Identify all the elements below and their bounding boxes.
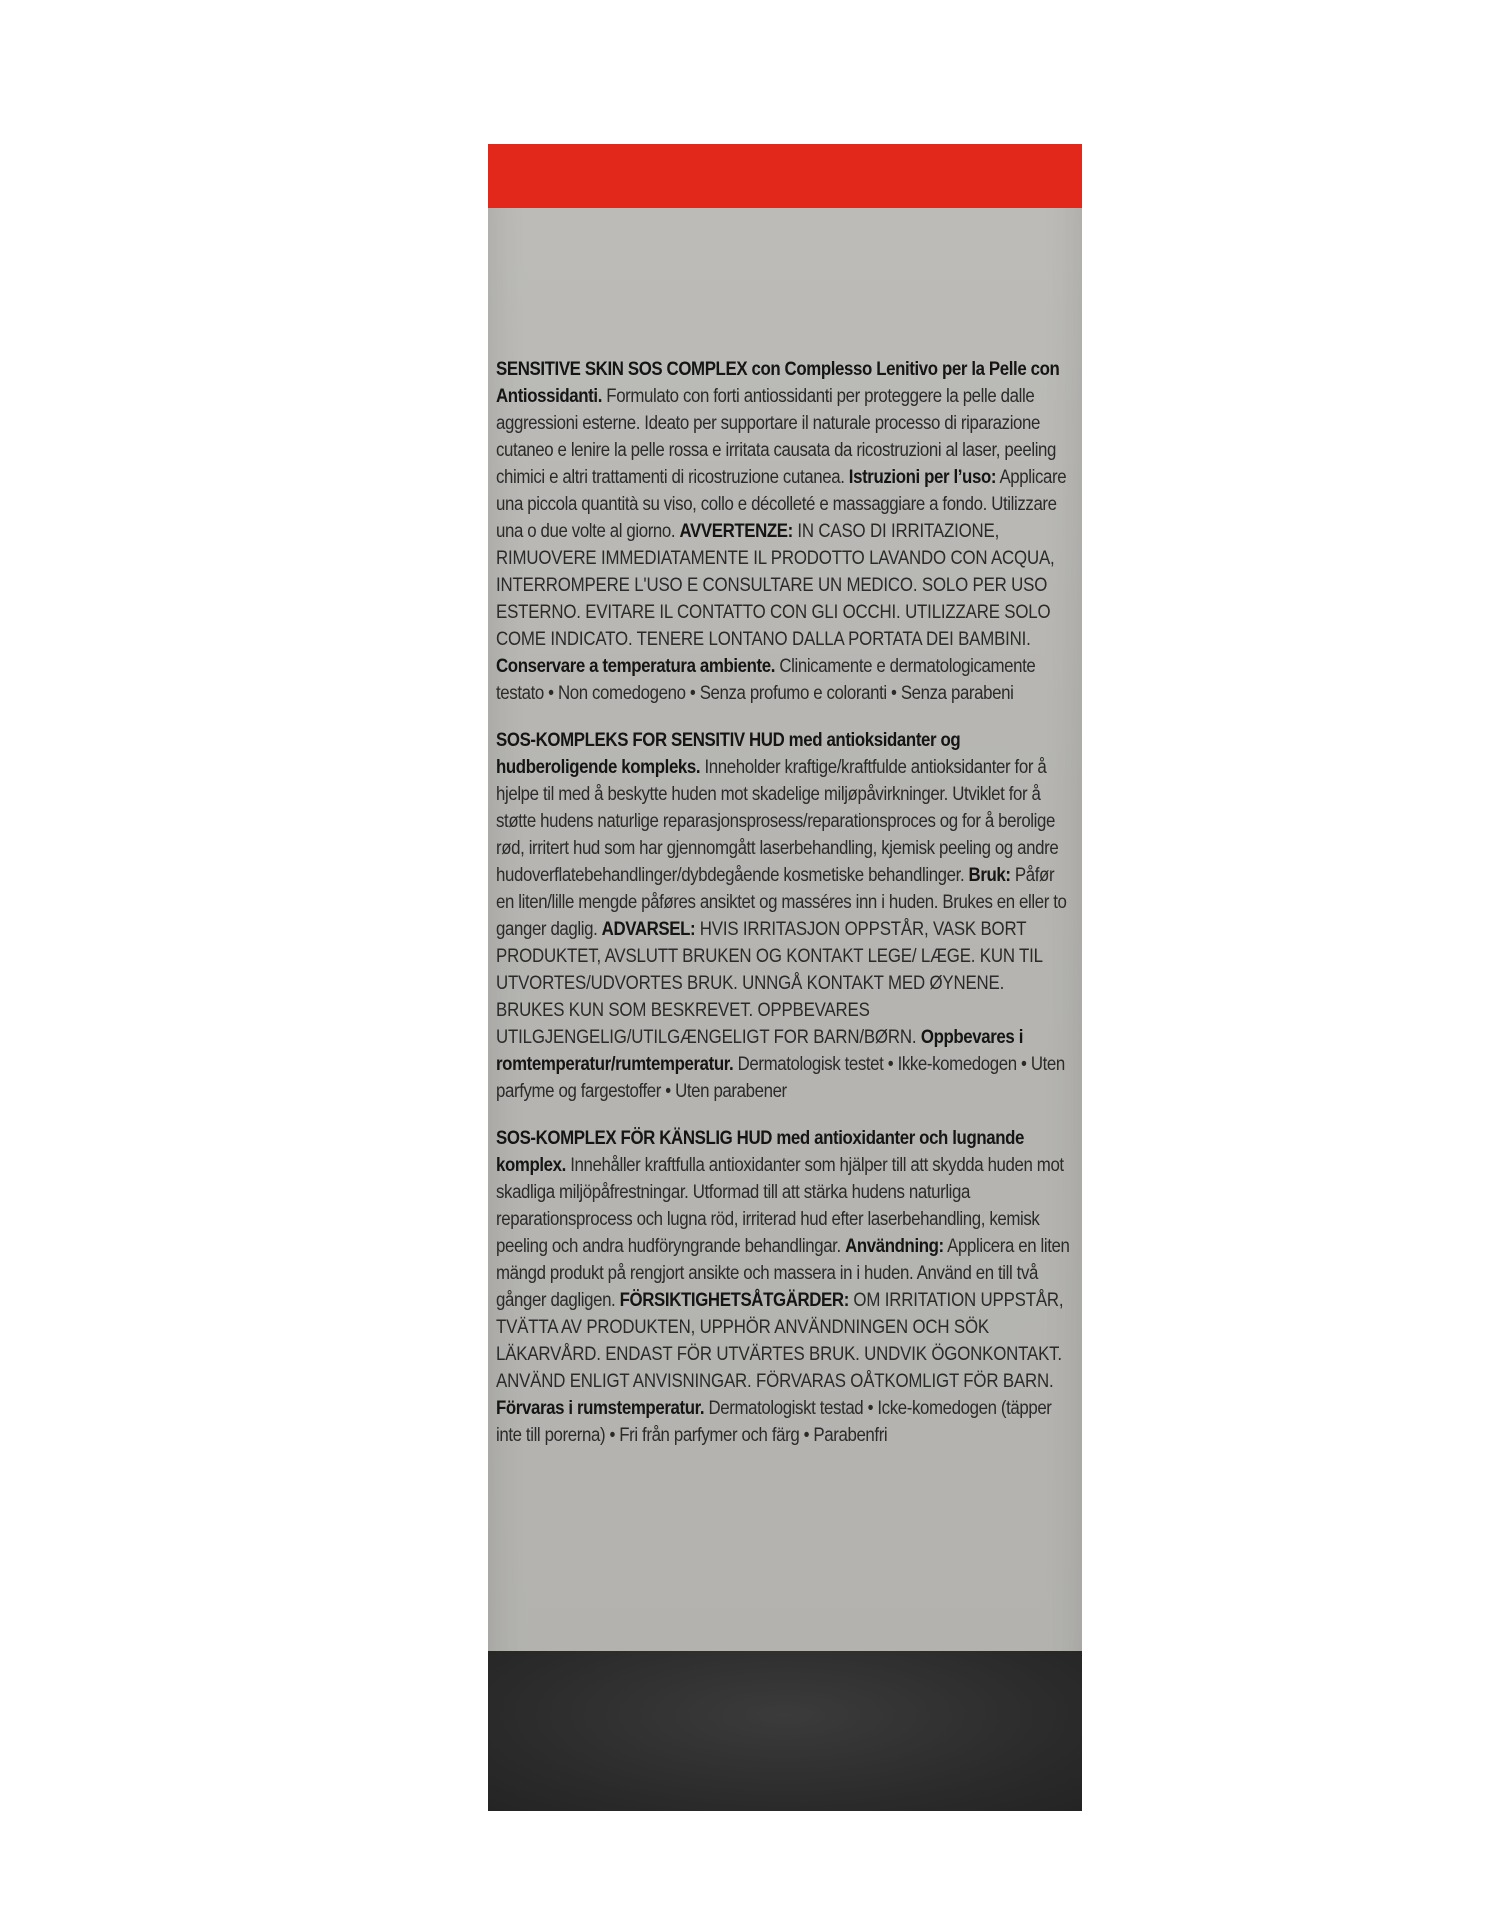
claims-no: Dermatologisk testet • Ikke-komedogen • Uten parfyme og fargestoffer • Uten parabener — [496, 1053, 1065, 1102]
storage-text-no: Oppbevares i romtemperatur/rumtemperatur. — [496, 1026, 1023, 1075]
usage-heading-sv: Användning: — [845, 1235, 944, 1257]
claims-it: Clinicamente e dermatologicamente testato • Non comedogeno • Senza profumo e coloranti • Senza parabeni — [496, 655, 1036, 704]
section-italian — [496, 356, 1076, 707]
warning-text-no: HVIS IRRITASJON OPPSTÅR, VASK BORT PRODUKTET, AVSLUTT BRUKEN OG KONTAKT LEGE/ LÆGE. KUN TIL UTVORTES/UDVORTES BRUK. UNNGÅ KONTAKT MED ØYNENE. BRUKES KUN SOM BESKREVET. OPPBEVARES UTILGJENGELIG/UTILGÆNGELIGT FOR BARN/BØRN. — [496, 918, 1043, 1048]
product-box-side-panel — [488, 144, 1082, 1811]
warning-text-it: IN CASO DI IRRITAZIONE, RIMUOVERE IMMEDIATAMENTE IL PRODOTTO LAVANDO CON ACQUA, INTERROMPERE L'USO E CONSULTARE UN MEDICO. SOLO PER USO ESTERNO. EVITARE IL CONTATTO CON GLI OCCHI. UTILIZZARE SOLO COME INDICATO. TENERE LONTANO DALLA PORTATA DEI BAMBINI. — [496, 520, 1055, 650]
product-title-no: SOS-KOMPLEKS FOR SENSITIV HUD med antioksidanter og hudberoligende kompleks. — [496, 729, 961, 778]
warning-text-sv: OM IRRITATION UPPSTÅR, TVÄTTA AV PRODUKTEN, UPPHÖR ANVÄNDNINGEN OCH SÖK LÄKARVÅRD. ENDAST FÖR UTVÄRTES BRUK. UNDVIK ÖGONKONTAKT. ANVÄND ENLIGT ANVISNINGAR. FÖRVARAS OÅTKOMLIGT FÖR BARN. — [496, 1289, 1064, 1392]
warning-heading-sv: FÖRSIKTIGHETSÅTGÄRDER: — [619, 1289, 849, 1311]
usage-text-it: Applicare una piccola quantità su viso, collo e décolleté e massaggiare a fondo. Utilizzare una o due volte al giorno. — [496, 466, 1067, 542]
storage-text-sv: Förvaras i rumstemperatur. — [496, 1397, 705, 1419]
section-paragraph — [496, 727, 1076, 1105]
label-text-area — [496, 356, 1076, 1469]
description-sv: Innehåller kraftfulla antioxidanter som hjälper till att skydda huden mot skadliga miljöpåfrestningar. Utformad till att stärka hudens naturliga reparationsprocess och lugna röd, irriterad hud efter laserbehandling, kemisk peeling och andra hudföryngrande behandlingar. — [496, 1154, 1064, 1257]
description-no: Inneholder kraftige/kraftfulde antioksidanter for å hjelpe til med å beskytte huden mot skadelige miljøpåvirkninger. Utviklet for å støtte hudens naturlige reparasjonsprosess/reparationsproces og for å berolige rød, irritert hud som har gjennomgått laserbehandling, kjemisk peeling og andre hudoverflatebehandlinger/dybdegående kosmetiske behandlinger. — [496, 756, 1059, 886]
product-title-sv: SOS-KOMPLEX FÖR KÄNSLIG HUD med antioxidanter och lugnande komplex. — [496, 1127, 1025, 1176]
section-swedish — [496, 1125, 1076, 1449]
dark-bottom-band — [488, 1651, 1082, 1811]
usage-text-sv: Applicera en liten mängd produkt på rengjort ansikte och massera in i huden. Använd en till två gånger dagligen. — [496, 1235, 1070, 1311]
usage-heading-no: Bruk: — [968, 864, 1011, 886]
usage-heading-it: Istruzioni per l’uso: — [848, 466, 997, 488]
section-paragraph — [496, 1125, 1076, 1449]
product-title-it: SENSITIVE SKIN SOS COMPLEX con Complesso Lenitivo per la Pelle con Antiossidanti. — [496, 358, 1060, 407]
warning-heading-it: AVVERTENZE: — [679, 520, 793, 542]
usage-text-no: Påfør en liten/lille mengde påføres ansiktet og masséres inn i huden. Brukes en eller to ganger daglig. — [496, 864, 1067, 940]
warning-heading-no: ADVARSEL: — [601, 918, 696, 940]
claims-sv: Dermatologiskt testad • Icke-komedogen (täpper inte till porerna) • Fri från parfymer och färg • Parabenfri — [496, 1397, 1052, 1446]
description-it: Formulato con forti antiossidanti per proteggere la pelle dalle aggressioni esterne. Ideato per supportare il naturale processo di riparazione cutaneo e lenire la pelle rossa e irritata causata da ricostruzioni al laser, peeling chimici e altri trattamenti di ricostruzione cutanea. — [496, 385, 1057, 488]
section-norwegian-danish — [496, 727, 1076, 1105]
storage-text-it: Conservare a temperatura ambiente. — [496, 655, 776, 677]
red-top-band — [488, 144, 1082, 208]
section-paragraph — [496, 356, 1076, 707]
